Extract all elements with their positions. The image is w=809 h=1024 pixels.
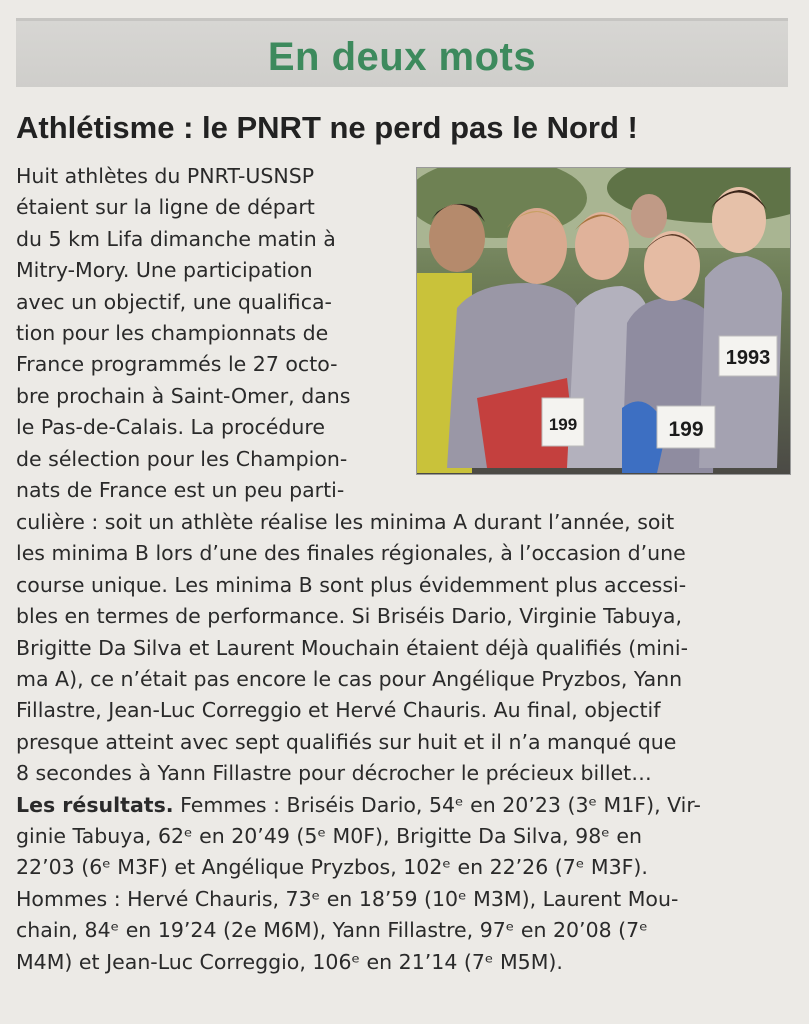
text-line: les minima B lors d’une des finales régionales, à l’occasion d’une xyxy=(16,541,686,566)
text-line: course unique. Les minima B sont plus évidemment plus accessi- xyxy=(16,572,687,597)
text-line: bles en termes de performance. Si Briséis Dario, Virginie Tabuya, xyxy=(16,604,683,629)
text-line: Fillastre, Jean-Luc Correggio et Hervé Chauris. Au final, objectif xyxy=(16,698,661,723)
text-line: Mitry-Mory. Une participation xyxy=(16,258,313,283)
results-heading: Les résultats. xyxy=(16,792,174,817)
results-line: M4M) et Jean-Luc Correggio, 106ᵉ en 21’14 (7ᵉ M5M). xyxy=(16,949,563,974)
results-text: Femmes : Briséis Dario, 54ᵉ en 20’23 (3ᵉ M1F), Vir- xyxy=(173,792,701,817)
article-column-text xyxy=(16,161,401,506)
text-line: nats de France est un peu parti- xyxy=(16,478,345,503)
text-line: presque atteint avec sept qualifiés sur huit et il n’a manqué que xyxy=(16,729,677,754)
athletes-illustration xyxy=(417,168,790,474)
text-line: étaient sur la ligne de départ xyxy=(16,195,315,220)
text-line: France programmés le 27 octo- xyxy=(16,352,338,377)
bib-number: 199 xyxy=(548,415,578,434)
article-body-text xyxy=(16,507,790,978)
results-line: 22’03 (6ᵉ M3F) et Angélique Pryzbos, 102ᵉ en 22’26 (7ᵉ M3F). xyxy=(16,855,648,880)
results-line: chain, 84ᵉ en 19’24 (2e M6M), Yann Fillastre, 97ᵉ en 20’08 (7ᵉ xyxy=(16,918,648,943)
results-line: Hommes : Hervé Chauris, 73ᵉ en 18’59 (10ᵉ M3M), Laurent Mou- xyxy=(16,886,679,911)
text-line: tion pour les championnats de xyxy=(16,321,329,346)
athletes-photo xyxy=(416,167,791,475)
text-line: culière : soit un athlète réalise les minima A durant l’année, soit xyxy=(16,510,675,534)
text-line: avec un objectif, une qualifica- xyxy=(16,289,332,314)
section-title: En deux mots xyxy=(267,35,537,79)
text-line: bre prochain à Saint-Omer, dans xyxy=(16,383,351,408)
text-line: 8 secondes à Yann Fillastre pour décrocher le précieux billet… xyxy=(16,761,652,786)
text-line: du 5 km Lifa dimanche matin à xyxy=(16,226,336,251)
results-line xyxy=(16,790,790,821)
bib-number: 1993 xyxy=(725,347,771,369)
text-line: de sélection pour les Champion- xyxy=(16,446,348,471)
section-banner xyxy=(16,18,788,87)
text-line: le Pas-de-Calais. La procédure xyxy=(16,415,325,440)
article-headline: Athlétisme : le PNRT ne perd pas le Nord ! xyxy=(16,110,638,145)
bib-number: 199 xyxy=(668,418,704,441)
text-line: Huit athlètes du PNRT-USNSP xyxy=(16,164,315,188)
results-line: ginie Tabuya, 62ᵉ en 20’49 (5ᵉ M0F), Brigitte Da Silva, 98ᵉ en xyxy=(16,824,642,849)
text-line: Brigitte Da Silva et Laurent Mouchain étaient déjà qualifiés (mini- xyxy=(16,635,689,660)
text-line: ma A), ce n’était pas encore le cas pour Angélique Pryzbos, Yann xyxy=(16,667,683,692)
